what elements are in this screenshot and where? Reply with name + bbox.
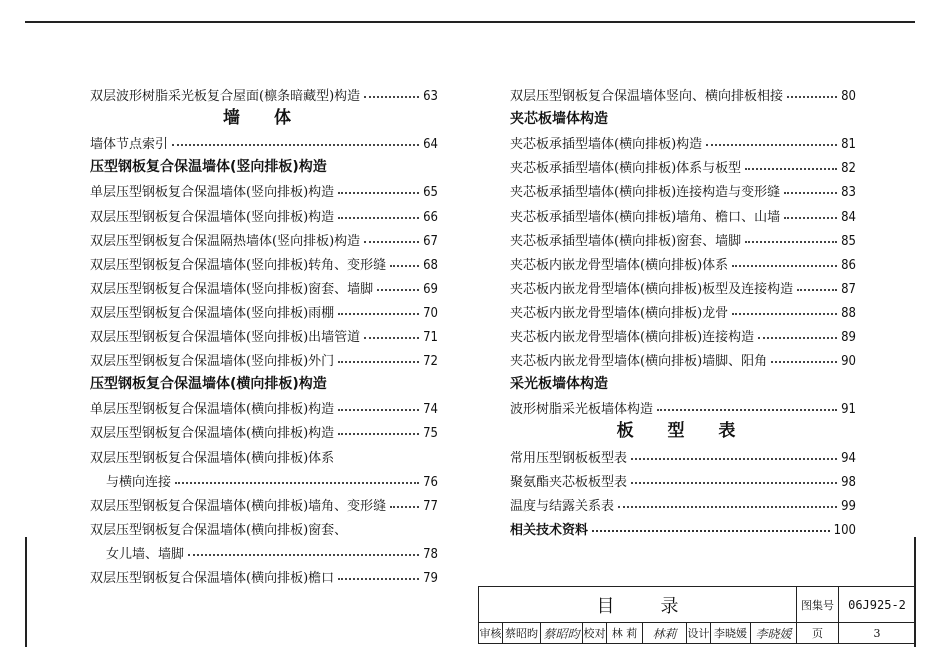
dot-leader bbox=[758, 337, 837, 339]
toc-entry-title: 夹芯板内嵌龙骨型墙体(横向排板)板型及连接构造 bbox=[510, 281, 794, 297]
toc-entry-title: 聚氨酯夹芯板板型表 bbox=[510, 474, 628, 490]
toc-entry-title: 双层压型钢板复合保温墙体竖向、横向排板相接 bbox=[510, 89, 784, 105]
toc-entry[interactable] bbox=[510, 273, 856, 297]
toc-entry[interactable] bbox=[90, 297, 438, 321]
dot-leader bbox=[377, 289, 419, 291]
toc-entry[interactable] bbox=[90, 417, 438, 441]
toc-entry-title: 女儿墙、墙脚 bbox=[106, 546, 185, 562]
toc-entry-page: 94 bbox=[841, 450, 856, 466]
toc-entry[interactable] bbox=[510, 297, 856, 321]
toc-entry[interactable] bbox=[90, 321, 438, 345]
toc-entry-page: 91 bbox=[841, 402, 856, 418]
toc-entry-title: 双层压型钢板复合保温墙体(竖向排板)雨棚 bbox=[90, 305, 335, 321]
section-heading-wall: 墙 体 bbox=[223, 108, 305, 129]
title-block-title: 目录 bbox=[479, 587, 797, 623]
dot-leader bbox=[745, 241, 837, 243]
toc-entry[interactable] bbox=[90, 200, 438, 224]
dot-leader bbox=[338, 313, 419, 315]
dot-leader bbox=[364, 241, 419, 243]
dot-leader bbox=[338, 192, 419, 194]
toc-entry[interactable] bbox=[510, 490, 856, 514]
toc-entry[interactable] bbox=[90, 393, 438, 417]
toc-entry-page: 79 bbox=[423, 570, 438, 586]
toc-entry-title: 夹芯板内嵌龙骨型墙体(横向排板)连接构造 bbox=[510, 330, 755, 346]
toc-entry-page: 72 bbox=[423, 354, 438, 370]
toc-entry-page: 83 bbox=[841, 185, 856, 201]
dot-leader bbox=[338, 578, 419, 580]
toc-entry[interactable] bbox=[510, 128, 856, 152]
toc-entry-page: 71 bbox=[423, 330, 438, 346]
toc-entry-title: 双层压型钢板复合保温墙体(竖向排板)外门 bbox=[90, 354, 335, 370]
toc-entry-title: 相关技术资料 bbox=[510, 522, 589, 538]
toc-entry[interactable] bbox=[510, 152, 856, 176]
toc-entry-page: 75 bbox=[423, 426, 438, 442]
checker-signature: 林莉 bbox=[643, 623, 687, 643]
checker-name: 林 莉 bbox=[607, 623, 643, 643]
signature-row bbox=[479, 623, 915, 643]
dot-leader bbox=[732, 313, 837, 315]
dot-leader bbox=[631, 482, 837, 484]
toc-entry-page: 65 bbox=[423, 185, 438, 201]
subheading-vertical-panels: 压型钢板复合保温墙体(竖向排板)构造 bbox=[90, 159, 327, 176]
design-label: 设计 bbox=[687, 623, 711, 643]
toc-entry-title: 波形树脂采光板墙体构造 bbox=[510, 402, 654, 418]
toc-entry-page: 100 bbox=[833, 522, 856, 538]
toc-entry-page: 81 bbox=[841, 137, 856, 153]
dot-leader bbox=[338, 433, 419, 435]
atlas-number-label: 图集号 bbox=[797, 587, 839, 623]
toc-entry-first-line[interactable]: 双层压型钢板复合保温墙体(横向排板)窗套、 bbox=[90, 522, 348, 538]
toc-entry-title: 双层压型钢板复合保温墙体(横向排板)檐口 bbox=[90, 570, 335, 586]
toc-entry[interactable] bbox=[90, 562, 438, 586]
toc-entry-page: 68 bbox=[423, 257, 438, 273]
toc-entry[interactable] bbox=[510, 225, 856, 249]
toc-entry-title: 常用压型钢板板型表 bbox=[510, 450, 628, 466]
toc-entry-title: 双层压型钢板复合保温墙体(横向排板)墙角、变形缝 bbox=[90, 498, 387, 514]
dot-leader bbox=[797, 289, 837, 291]
toc-entry-title: 温度与结露关系表 bbox=[510, 498, 615, 514]
reviewer-signature: 蔡昭昀 bbox=[541, 623, 583, 643]
toc-entry[interactable] bbox=[510, 249, 856, 273]
toc-entry-page: 63 bbox=[423, 89, 438, 105]
dot-leader bbox=[172, 144, 419, 146]
atlas-number: 06J925-2 bbox=[839, 587, 915, 623]
dot-leader bbox=[784, 192, 837, 194]
dot-leader bbox=[338, 217, 419, 219]
toc-entry-page: 86 bbox=[841, 257, 856, 273]
toc-entry[interactable] bbox=[510, 345, 856, 369]
toc-entry-page: 80 bbox=[841, 89, 856, 105]
toc-entry-page: 88 bbox=[841, 305, 856, 321]
subheading-lighting-wall: 采光板墙体构造 bbox=[510, 376, 608, 393]
toc-entry-title: 墙体节点索引 bbox=[90, 137, 169, 153]
check-label: 校对 bbox=[583, 623, 607, 643]
toc-entry-title: 与横向连接 bbox=[106, 474, 172, 490]
toc-entry[interactable] bbox=[510, 466, 856, 490]
dot-leader bbox=[745, 168, 837, 170]
dot-leader bbox=[364, 337, 419, 339]
subheading-horizontal-panels: 压型钢板复合保温墙体(横向排板)构造 bbox=[90, 376, 327, 393]
dot-leader bbox=[631, 458, 837, 460]
toc-entry-title: 双层压型钢板复合保温墙体(横向排板)构造 bbox=[90, 426, 335, 442]
subheading-sandwich-wall: 夹芯板墙体构造 bbox=[510, 111, 608, 128]
dot-leader bbox=[784, 217, 837, 219]
toc-entry[interactable] bbox=[90, 225, 438, 249]
toc-entry-title: 夹芯板内嵌龙骨型墙体(横向排板)体系 bbox=[510, 257, 729, 273]
dot-leader bbox=[787, 96, 837, 98]
left-frame-line bbox=[25, 537, 27, 647]
toc-entry-page: 76 bbox=[423, 474, 438, 490]
toc-entry-page: 70 bbox=[423, 305, 438, 321]
toc-entry-page: 85 bbox=[841, 233, 856, 249]
toc-entry[interactable] bbox=[510, 514, 856, 538]
toc-entry-page: 89 bbox=[841, 330, 856, 346]
toc-entry-page: 99 bbox=[841, 498, 856, 514]
toc-entry-title: 双层压型钢板复合保温墙体(竖向排板)出墙管道 bbox=[90, 330, 361, 346]
toc-entry[interactable] bbox=[510, 393, 856, 417]
toc-entry-title: 夹芯板承插型墙体(横向排板)连接构造与变形缝 bbox=[510, 185, 781, 201]
toc-entry[interactable] bbox=[510, 80, 856, 104]
toc-entry[interactable] bbox=[510, 321, 856, 345]
dot-leader bbox=[657, 409, 837, 411]
dot-leader bbox=[592, 530, 830, 532]
dot-leader bbox=[188, 554, 419, 556]
toc-entry-page: 74 bbox=[423, 402, 438, 418]
toc-entry-title: 夹芯板承插型墙体(横向排板)墙角、檐口、山墙 bbox=[510, 209, 781, 225]
dot-leader bbox=[771, 361, 837, 363]
toc-entry-title: 双层压型钢板复合保温墙体(竖向排板)构造 bbox=[90, 209, 335, 225]
dot-leader bbox=[364, 96, 419, 98]
toc-entry-page: 77 bbox=[423, 498, 438, 514]
top-border-line bbox=[25, 21, 915, 23]
toc-right-column bbox=[510, 80, 856, 538]
toc-entry-title: 夹芯板承插型墙体(横向排板)构造 bbox=[510, 137, 703, 153]
section-heading-tables: 板 型 表 bbox=[616, 421, 750, 442]
toc-entry-page: 69 bbox=[423, 281, 438, 297]
toc-entry-page: 78 bbox=[423, 546, 438, 562]
toc-entry-page: 98 bbox=[841, 474, 856, 490]
toc-entry[interactable] bbox=[90, 345, 438, 369]
toc-entry[interactable] bbox=[90, 128, 438, 152]
dot-leader bbox=[732, 265, 837, 267]
toc-entry-title: 双层压型钢板复合保温隔热墙体(竖向排板)构造 bbox=[90, 233, 361, 249]
toc-entry-title: 夹芯板承插型墙体(横向排板)窗套、墙脚 bbox=[510, 233, 742, 249]
dot-leader bbox=[175, 482, 419, 484]
dot-leader bbox=[390, 265, 419, 267]
page-number: 3 bbox=[873, 626, 881, 640]
dot-leader bbox=[706, 144, 837, 146]
toc-entry-title: 单层压型钢板复合保温墙体(竖向排板)构造 bbox=[90, 185, 335, 201]
page-label: 页 bbox=[797, 623, 839, 643]
toc-entry-title: 双层压型钢板复合保温墙体(竖向排板)窗套、墙脚 bbox=[90, 281, 374, 297]
toc-entry-title: 夹芯板承插型墙体(横向排板)体系与板型 bbox=[510, 161, 742, 177]
dot-leader bbox=[390, 506, 419, 508]
toc-entry[interactable] bbox=[90, 466, 438, 490]
designer-signature: 李晓媛 bbox=[751, 623, 797, 643]
toc-entry[interactable] bbox=[510, 176, 856, 200]
toc-entry[interactable] bbox=[90, 538, 438, 562]
toc-entry-title: 单层压型钢板复合保温墙体(横向排板)构造 bbox=[90, 402, 335, 418]
toc-entry-page: 90 bbox=[841, 354, 856, 370]
toc-entry-page: 64 bbox=[423, 137, 438, 153]
toc-left-column bbox=[90, 80, 438, 586]
dot-leader bbox=[338, 409, 419, 411]
toc-entry-page: 67 bbox=[423, 233, 438, 249]
toc-entry[interactable] bbox=[90, 176, 438, 200]
toc-entry-title: 双层压型钢板复合保温墙体(竖向排板)转角、变形缝 bbox=[90, 257, 387, 273]
toc-entry-title: 夹芯板内嵌龙骨型墙体(横向排板)墙脚、阳角 bbox=[510, 354, 768, 370]
toc-entry-page: 82 bbox=[841, 161, 856, 177]
reviewer-name: 蔡昭昀 bbox=[503, 623, 541, 643]
dot-leader bbox=[338, 361, 419, 363]
toc-entry[interactable] bbox=[90, 273, 438, 297]
title-block bbox=[478, 586, 916, 644]
toc-entry-title: 双层波形树脂采光板复合屋面(檩条暗藏型)构造 bbox=[90, 89, 361, 105]
toc-entry[interactable] bbox=[510, 441, 856, 465]
toc-entry[interactable] bbox=[90, 249, 438, 273]
toc-entry-page: 66 bbox=[423, 209, 438, 225]
toc-entry[interactable] bbox=[90, 80, 438, 104]
toc-entry-page: 84 bbox=[841, 209, 856, 225]
designer-name: 李晓媛 bbox=[711, 623, 751, 643]
toc-entry-page: 87 bbox=[841, 281, 856, 297]
review-label: 审核 bbox=[479, 623, 503, 643]
toc-entry[interactable] bbox=[510, 200, 856, 224]
toc-entry[interactable] bbox=[90, 490, 438, 514]
toc-entry-first-line[interactable]: 双层压型钢板复合保温墙体(横向排板)体系 bbox=[90, 450, 335, 466]
toc-entry-title: 夹芯板内嵌龙骨型墙体(横向排板)龙骨 bbox=[510, 305, 729, 321]
dot-leader bbox=[618, 506, 837, 508]
